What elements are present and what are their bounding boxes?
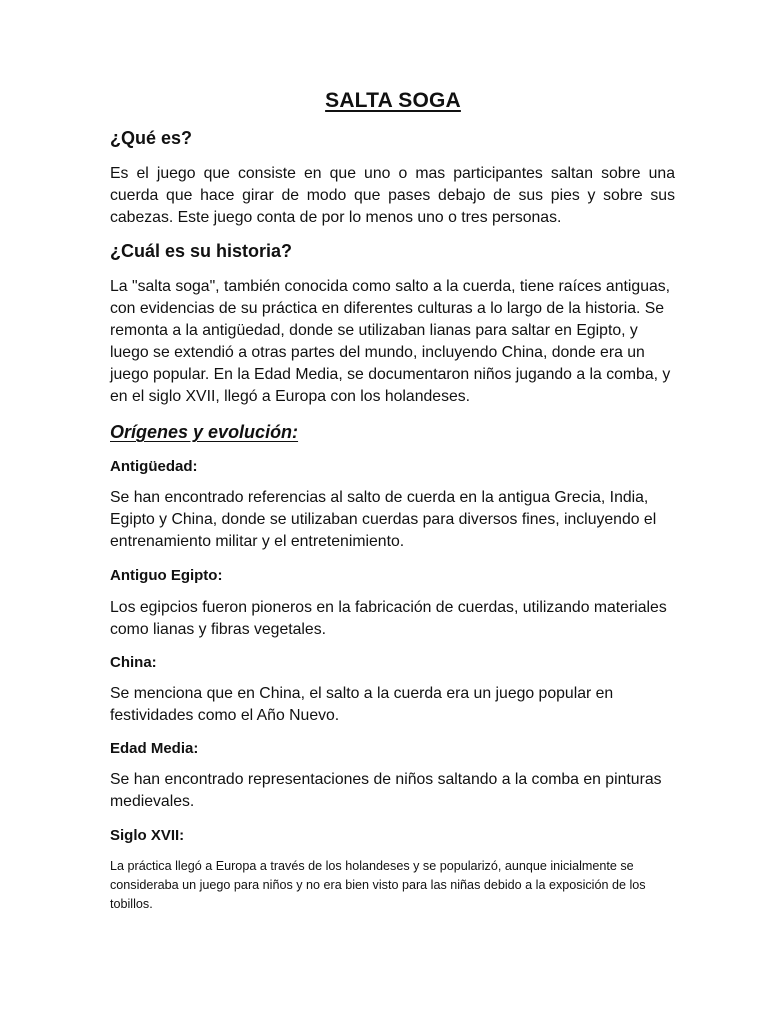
origin-label-siglo-xvii: Siglo XVII: — [110, 827, 185, 844]
origin-label-china: China: — [110, 654, 157, 671]
section-heading-que-es: ¿Qué es? — [110, 128, 193, 148]
section-text-historia: La "salta soga", también conocida como salto a la cuerda, tiene raíces antiguas, con evidencias de su práctica en diferentes culturas a lo largo de la historia. Se remonta a la antigüedad, donde se utilizaban lianas para saltar en Egipto, y luego se extendió a otras partes del mundo, incluyendo China, donde era un juego popular. En la Edad Media, se documentaron niños jugando a la comba, y en el siglo XVII, llegó a Europa con los holandeses. — [110, 278, 671, 405]
origin-text-siglo-xvii: La práctica llegó a Europa a través de los holandeses y se popularizó, aunque inicialmente se consideraba un juego para niños y no era bien visto para las niñas debido a la exposición de los tobillos. — [110, 859, 646, 911]
origin-text-antiguo-egipto: Los egipcios fueron pioneros en la fabricación de cuerdas, utilizando materiales como lianas y fibras vegetales. — [110, 599, 667, 638]
origin-text-china: Se menciona que en China, el salto a la cuerda era un juego popular en festividades como el Año Nuevo. — [110, 685, 614, 724]
origin-label-edad-media: Edad Media: — [110, 740, 199, 757]
origins-heading: Orígenes y evolución: — [110, 422, 299, 442]
origin-label-antiguo-egipto: Antiguo Egipto: — [110, 567, 223, 584]
origin-label-antiguedad: Antigüedad: — [110, 458, 198, 475]
section-text-que-es: Es el juego que consiste en que uno o mas participantes saltan sobre una cuerda que hace girar de modo que pases debajo de sus pies y sobre sus cabezas. Este juego conta de por lo menos uno o tres personas. — [110, 165, 675, 226]
origin-text-edad-media: Se han encontrado representaciones de niños saltando a la comba en pinturas medievales. — [110, 771, 662, 810]
section-heading-historia: ¿Cuál es su historia? — [110, 241, 293, 261]
origin-text-antiguedad: Se han encontrado referencias al salto de cuerda en la antigua Grecia, India, Egipto y China, donde se utilizaban cuerdas para diversos fines, incluyendo el entrenamiento militar y el entretenimiento. — [110, 489, 657, 550]
document-title: SALTA SOGA — [325, 89, 461, 112]
